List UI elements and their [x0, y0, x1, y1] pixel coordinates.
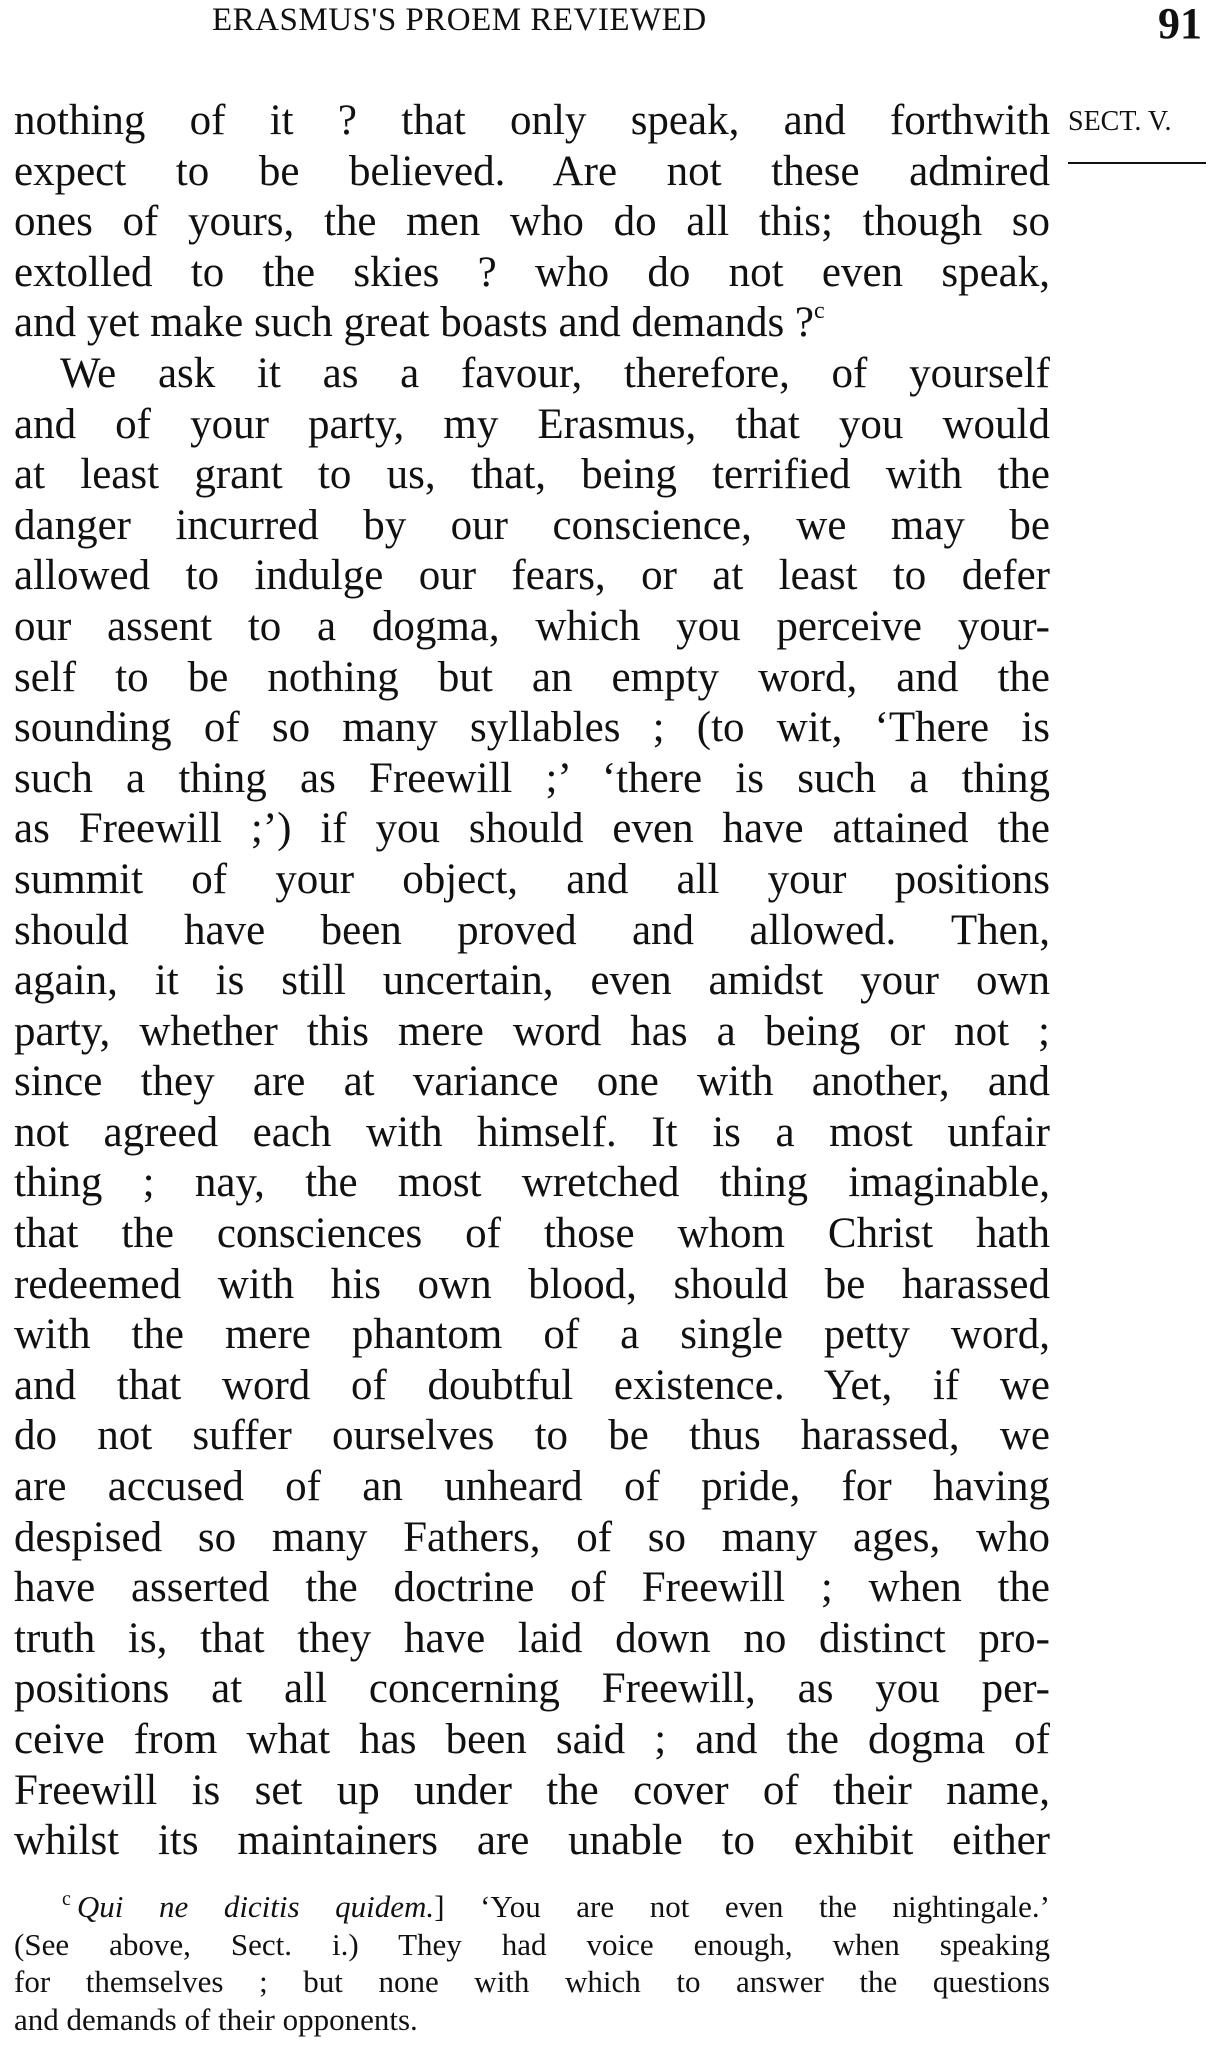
footnote-line: (See above, Sect. i.) They had voice enough, when speaking	[14, 1926, 1050, 1962]
body-line: do not suffer ourselves to be thus harassed, we	[14, 1412, 1050, 1460]
body-line: at least grant to us, that, being terrified with the	[14, 451, 1050, 499]
paragraph-start-line: We ask it as a favour, therefore, of yourself	[60, 349, 1050, 397]
body-line: danger incurred by our conscience, we may be	[14, 501, 1050, 549]
footnote	[14, 1888, 1050, 2038]
section-sidenote: SECT. V.	[1068, 106, 1172, 137]
page-number: 91	[1158, 0, 1202, 48]
body-line: summit of your object, and all your positions	[14, 855, 1050, 903]
footnote-first-line	[14, 1888, 1050, 1926]
body-line: not agreed each with himself. It is a most unfair	[14, 1108, 1050, 1156]
body-line: thing ; nay, the most wretched thing imaginable,	[14, 1159, 1050, 1207]
running-title: ERASMUS'S PROEM REVIEWED	[212, 2, 707, 38]
body-line: party, whether this mere word has a being or not ;	[14, 1007, 1050, 1055]
body-line-with-footnote-ref	[14, 298, 1050, 349]
body-line: redeemed with his own blood, should be harassed	[14, 1260, 1050, 1308]
body-line: with the mere phantom of a single petty word,	[14, 1311, 1050, 1359]
body-line: positions at all concerning Freewill, as you per-	[14, 1665, 1050, 1713]
footnote-reference: c	[814, 298, 825, 325]
body-line: such a thing as Freewill ;’ ‘there is such a thing	[14, 754, 1050, 802]
footnote-lemma: Qui ne dicitis quidem.	[76, 1889, 435, 1924]
body-line: extolled to the skies ? who do not even speak,	[14, 248, 1050, 296]
body-line-text: and yet make such great boasts and demands ?	[14, 299, 815, 347]
body-line: sounding of so many syllables ; (to wit, ‘There is	[14, 704, 1050, 752]
body-line: expect to be believed. Are not these admired	[14, 147, 1050, 195]
footnote-line: and demands of their opponents.	[14, 2001, 418, 2037]
body-line: despised so many Fathers, of so many ages, who	[14, 1513, 1050, 1561]
body-line: are accused of an unheard of pride, for having	[14, 1463, 1050, 1511]
body-line: again, it is still uncertain, even amidst your own	[14, 957, 1050, 1005]
body-line: that the consciences of those whom Christ hath	[14, 1210, 1050, 1258]
footnote-line: for themselves ; but none with which to answer the questions	[14, 1964, 1050, 1999]
body-line: nothing of it ? that only speak, and forthwith	[14, 97, 1050, 144]
sidenote-divider	[1068, 162, 1206, 164]
body-line: have asserted the doctrine of Freewill ; when the	[14, 1564, 1050, 1612]
body-line: ceive from what has been said ; and the dogma of	[14, 1716, 1050, 1763]
footnote-translation: ] ‘You are not even the nightingale.’	[434, 1889, 1050, 1924]
footnote-marker: c	[62, 1888, 71, 1910]
body-line: should have been proved and allowed. Then,	[14, 906, 1050, 954]
body-line: since they are at variance one with another, and	[14, 1058, 1050, 1106]
body-line: allowed to indulge our fears, or at least to defer	[14, 552, 1050, 600]
body-line: as Freewill ;’) if you should even have attained the	[14, 805, 1050, 853]
body-line: and of your party, my Erasmus, that you would	[14, 400, 1050, 448]
body-line: whilst its maintainers are unable to exhibit either	[14, 1817, 1050, 1865]
body-line: our assent to a dogma, which you perceive your-	[14, 602, 1050, 650]
body-line: and that word of doubtful existence. Yet, if we	[14, 1361, 1050, 1409]
body-line: Freewill is set up under the cover of their name,	[14, 1766, 1050, 1814]
body-text	[14, 96, 1050, 1867]
body-line: truth is, that they have laid down no distinct pro-	[14, 1614, 1050, 1662]
body-line: self to be nothing but an empty word, and the	[14, 653, 1050, 701]
body-line: ones of yours, the men who do all this; though so	[14, 198, 1050, 246]
